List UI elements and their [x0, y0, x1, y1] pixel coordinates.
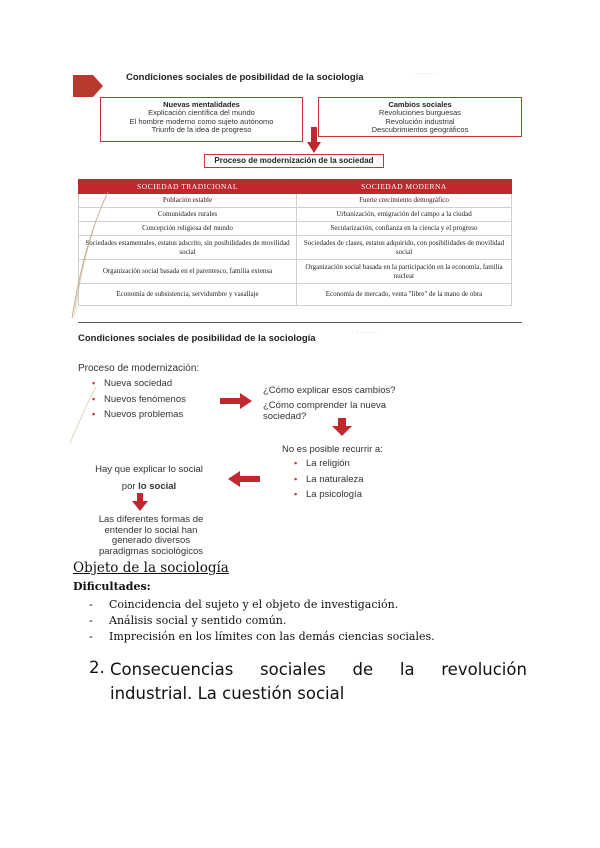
left-arrow-icon [228, 471, 260, 487]
social-changes-heading: Cambios sociales [388, 100, 452, 109]
not-possible-label: No es posible recurrir a: [282, 444, 383, 455]
down-arrow-icon [307, 127, 321, 153]
header-traditional: SOCIEDAD TRADICIONAL [79, 180, 297, 194]
table-cell: Organización social basada en la participación en la economía, familia nuclear [297, 260, 512, 284]
explain-social-by [88, 478, 210, 495]
table-cell: Organización social basada en el parentesco, familia extensa [79, 260, 297, 284]
slide-conditions-table [70, 70, 522, 320]
table-cell: Fuerte crecimiento demográfico [297, 194, 512, 208]
modernization-process-label: Proceso de modernización de la sociedad [204, 154, 384, 168]
table-row [79, 260, 512, 284]
slide1-divider [78, 322, 522, 323]
title-word: sociales [260, 660, 326, 679]
brush-stroke-decoration-icon [70, 190, 110, 320]
not-possible-list [292, 456, 364, 503]
table-cell: Comunidades rurales [79, 208, 297, 222]
list-item: ▪ Nueva sociedad [90, 376, 186, 392]
slide2-watermark: · ······· · [352, 330, 381, 336]
table-row [79, 222, 512, 236]
mentality-line: Explicación científica del mundo [148, 108, 255, 117]
mentality-line: Triunfo de la idea de progreso [151, 125, 252, 134]
process-label: Proceso de modernización: [78, 363, 200, 374]
difficulties-list [89, 597, 435, 645]
down-arrow-icon [132, 493, 148, 511]
change-line: Descubrimientos geográficos [371, 125, 469, 134]
difficulties-label: Dificultades: [73, 580, 151, 593]
list-item: ▪ La religión [292, 456, 364, 472]
slide-modernization-diagram [70, 325, 522, 560]
table-row [79, 284, 512, 306]
right-arrow-icon [220, 393, 252, 409]
slide1-title: Condiciones sociales de posibilidad de la sociología [126, 72, 364, 83]
table-cell: Urbanización, emigración del campo a la ciudad [297, 208, 512, 222]
table-row [79, 236, 512, 260]
table-cell: Concepción religiosa del mundo [79, 222, 297, 236]
section-heading-object: Objeto de la sociología [73, 560, 229, 576]
table-header-row [79, 180, 512, 194]
new-mentalities-box [100, 97, 303, 142]
paradigms-text: Las diferentes formas de entender lo social han generado diversos paradigmas sociológicos [98, 514, 204, 557]
change-line: Revolución industrial [385, 116, 455, 126]
table-row [79, 208, 512, 222]
title-word: Consecuencias [110, 660, 234, 679]
red-arrow-tab-icon [73, 75, 103, 97]
list-item: - Análisis social y sentido común. [89, 613, 435, 629]
table-cell: Población estable [79, 194, 297, 208]
list-item: ▪ Nuevos fenómenos [90, 392, 186, 408]
title-word: la [399, 660, 415, 679]
society-comparison-table [78, 179, 512, 306]
list-item: ▪ La naturaleza [292, 472, 364, 488]
mentality-line: El hombre moderno como sujeto autónomo [129, 116, 274, 126]
new-mentalities-heading: Nuevas mentalidades [163, 100, 240, 109]
list-item: - Imprecisión en los límites con las demás ciencias sociales. [89, 629, 435, 645]
title-word: de [352, 660, 374, 679]
slide2-title: Condiciones sociales de posibilidad de la sociología [78, 333, 316, 344]
change-line: Revoluciones burguesas [378, 108, 462, 117]
social-changes-box [318, 97, 522, 137]
section-number: 2. [89, 658, 105, 677]
table-row [79, 194, 512, 208]
down-arrow-icon [332, 418, 352, 436]
question-understand: ¿Cómo comprender la nueva sociedad? [263, 400, 387, 422]
table-cell: Economía de subsistencia, servidumbre y vasallaje [79, 284, 297, 306]
list-item: ▪ Nuevos problemas [90, 407, 186, 423]
title-word: revolución [441, 660, 527, 679]
explain-social-text [88, 461, 210, 495]
section-title-line2: industrial. La cuestión social [110, 684, 345, 703]
brush-stroke-decoration-icon [68, 385, 98, 445]
table-cell: Sociedades de clases, estatus adquirido, con posibilidades de movilidad social [297, 236, 512, 260]
table-cell: Sociedades estamentales, estatus adscrito, sin posibilidades de movilidad social [79, 236, 297, 260]
list-item: ▪ La psicología [292, 487, 364, 503]
list-item: - Coincidencia del sujeto y el objeto de investigación. [89, 597, 435, 613]
explain-social-line: Hay que explicar lo social [95, 464, 203, 475]
table-cell: Economía de mercado, venta "libre" de la mano de obra [297, 284, 512, 306]
question-explain: ¿Cómo explicar esos cambios? [263, 385, 396, 396]
the-social-bold: lo social [138, 481, 177, 492]
table-cell: Secularización, confianza en la ciencia y el progreso [297, 222, 512, 236]
section-title-line1 [110, 658, 527, 682]
slide1-watermark: · ······· · [412, 71, 441, 77]
process-items-list [90, 376, 186, 423]
by-word: por [121, 481, 136, 492]
header-modern: SOCIEDAD MODERNA [297, 180, 512, 194]
section-title [110, 658, 527, 706]
